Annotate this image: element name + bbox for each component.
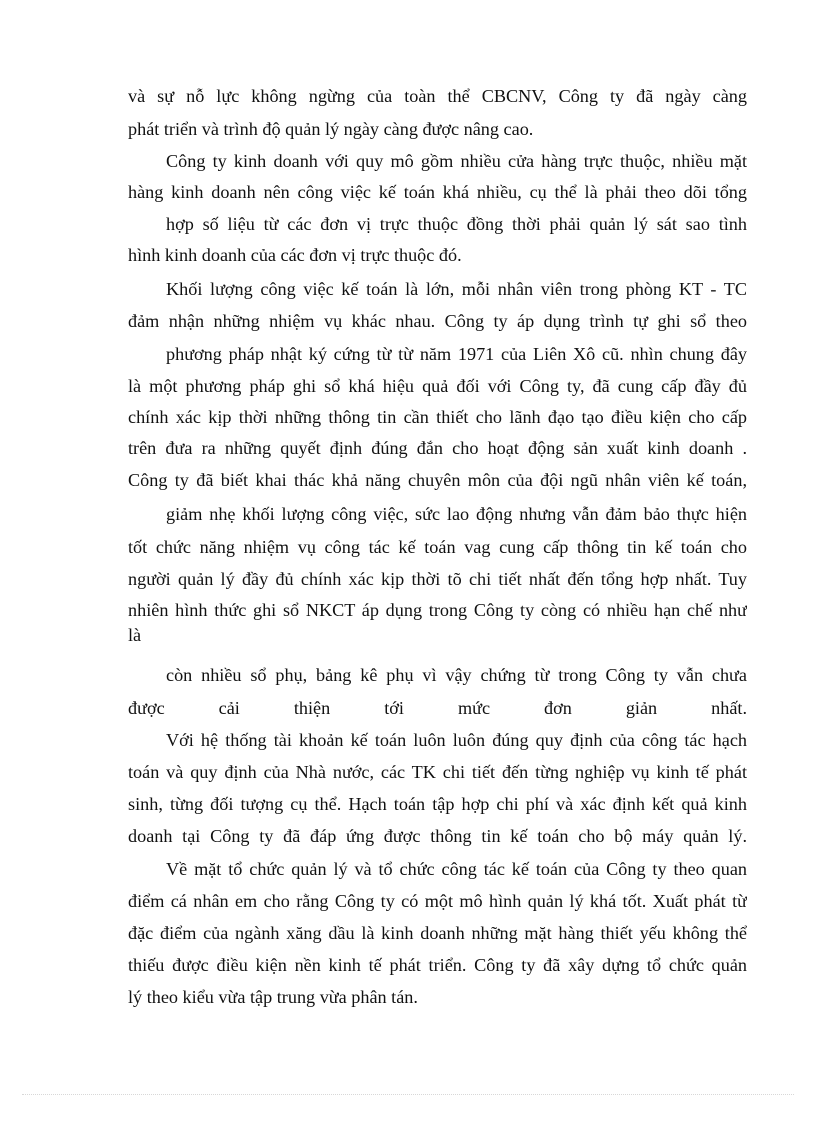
text-line: nhiên hình thức ghi sổ NKCT áp dụng trong Công ty còng có nhiều hạn chế như	[128, 600, 747, 620]
text-line: giảm nhẹ khối lượng công việc, sức lao động nhưng vẫn đảm bảo thực hiện	[166, 504, 747, 524]
text-line: chính xác kịp thời những thông tin cần thiết cho lãnh đạo tạo điều kiện cho cấp	[128, 407, 747, 427]
text-line: Với hệ thống tài khoản kế toán luôn luôn đúng quy định của công tác hạch	[166, 730, 747, 750]
text-line: và sự nỗ lực không ngừng của toàn thể CBCNV, Công ty đã ngày càng	[128, 86, 747, 106]
text-line: Công ty đã biết khai thác khả năng chuyên môn của đội ngũ nhân viên kế toán,	[128, 470, 747, 490]
text-line: là	[128, 625, 142, 645]
text-line: toán và quy định của Nhà nước, các TK chi tiết đến từng nghiệp vụ kinh tế phát	[128, 762, 747, 782]
text-line: phương pháp nhật ký cứng từ từ năm 1971 của Liên Xô cũ. nhìn chung đây	[166, 344, 747, 364]
text-line: còn nhiều sổ phụ, bảng kê phụ vì vậy chứng từ trong Công ty vẫn chưa	[166, 665, 747, 685]
text-line: hàng kinh doanh nên công việc kế toán khá nhiều, cụ thể là phải theo dõi tổng	[128, 182, 747, 202]
text-line: Khối lượng công việc kế toán là lớn, mỗi nhân viên trong phòng KT - TC	[166, 279, 747, 299]
text-line: Công ty kinh doanh với quy mô gồm nhiều cửa hàng trực thuộc, nhiều mặt	[166, 151, 747, 171]
text-line: phát triển và trình độ quản lý ngày càng được nâng cao.	[128, 119, 534, 139]
text-line: tốt chức năng nhiệm vụ công tác kế toán vag cung cấp thông tin kế toán cho	[128, 537, 747, 557]
text-line: thiếu được điều kiện nền kinh tế phát triển. Công ty đã xây dựng tổ chức quản	[128, 955, 747, 975]
text-line: doanh tại Công ty đã đáp ứng được thông tin kế toán cho bộ máy quản lý.	[128, 826, 747, 846]
text-line: hợp số liệu từ các đơn vị trực thuộc đồng thời phải quản lý sát sao tình	[166, 214, 747, 234]
page-bottom-divider	[22, 1094, 794, 1095]
text-line: điểm cá nhân em cho rằng Công ty có một mô hình quản lý khá tốt. Xuất phát từ	[128, 891, 747, 911]
text-line: đảm nhận những nhiệm vụ khác nhau. Công ty áp dụng trình tự ghi sổ theo	[128, 311, 747, 331]
text-line: được cải thiện tới mức đơn giản nhất.	[128, 698, 747, 718]
text-line: hình kinh doanh của các đơn vị trực thuộc đó.	[128, 245, 462, 265]
text-line: là một phương pháp ghi sổ khá hiệu quả đối với Công ty, đã cung cấp đầy đủ	[128, 376, 747, 396]
text-line: người quản lý đầy đủ chính xác kịp thời tõ chi tiết nhất đến tổng hợp nhất. Tuy	[128, 569, 747, 589]
text-line: lý theo kiểu vừa tập trung vừa phân tán.	[128, 987, 418, 1007]
text-line: trên đưa ra những quyết định đúng đắn cho hoạt động sản xuất kinh doanh .	[128, 438, 747, 458]
text-line: đặc điểm của ngành xăng dầu là kinh doanh những mặt hàng thiết yếu không thể	[128, 923, 747, 943]
text-line: sinh, từng đối tượng cụ thể. Hạch toán tập hợp chi phí và xác định kết quả kinh	[128, 794, 747, 814]
text-line: Về mặt tổ chức quản lý và tổ chức công tác kế toán của Công ty theo quan	[166, 859, 747, 879]
